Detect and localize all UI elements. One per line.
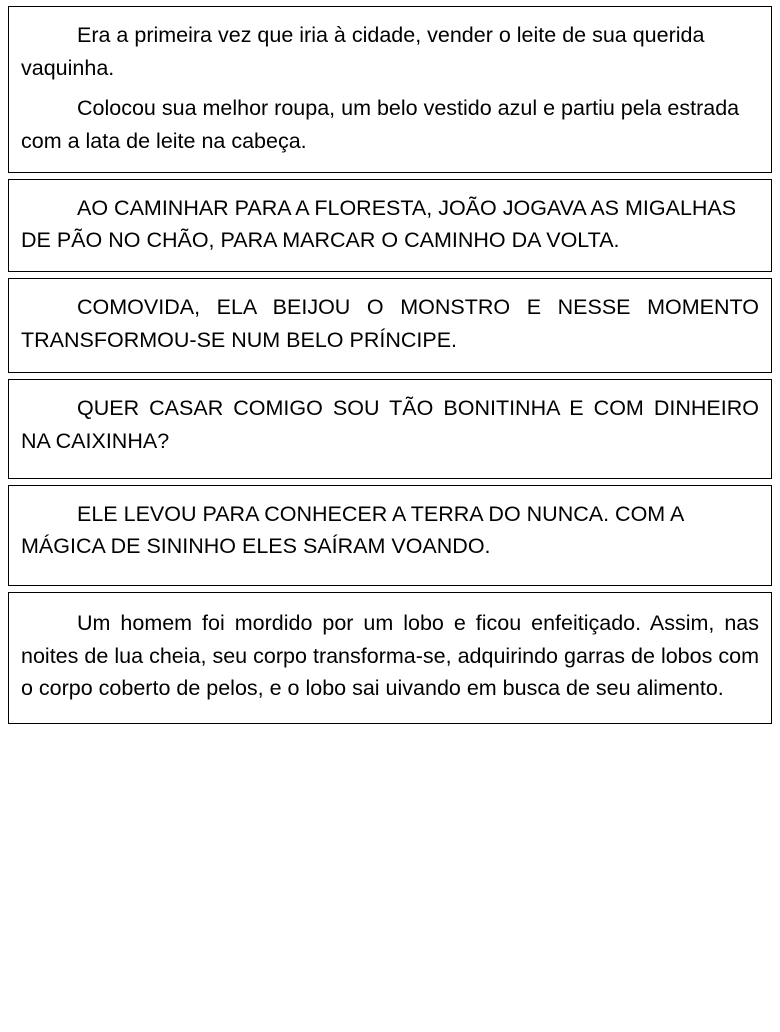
text-block-hansel bbox=[8, 179, 772, 272]
paragraph: QUER CASAR COMIGO SOU TÃO BONITINHA E COM DINHEIRO NA CAIXINHA? bbox=[21, 396, 759, 454]
text-block-marry-me bbox=[8, 379, 772, 478]
text-block-werewolf bbox=[8, 592, 772, 724]
paragraph: AO CAMINHAR PARA A FLORESTA, JOÃO JOGAVA AS MIGALHAS DE PÃO NO CHÃO, PARA MARCAR O CAMINHO DA VOLTA. bbox=[21, 195, 737, 253]
paragraph: ELE LEVOU PARA CONHECER A TERRA DO NUNCA. COM A MÁGICA DE SININHO ELES SAÍRAM VOANDO. bbox=[21, 501, 684, 559]
paragraph: Colocou sua melhor roupa, um belo vestido azul e partiu pela estrada com a lata de leite na cabeça. bbox=[21, 96, 740, 154]
text-block-milkmaid bbox=[8, 6, 772, 173]
text-block-neverland bbox=[8, 485, 772, 586]
paragraph: Um homem foi mordido por um lobo e ficou enfeitiçado. Assim, nas noites de lua cheia, seu corpo transforma-se, adquirindo garras de lobos com o corpo coberto de pelos, e o lobo sai uivando em busca de seu alimento. bbox=[21, 611, 759, 701]
paragraph: Era a primeira vez que iria à cidade, vender o leite de sua querida vaquinha. bbox=[21, 23, 705, 80]
paragraph: COMOVIDA, ELA BEIJOU O MONSTRO E NESSE MOMENTO TRANSFORMOU-SE NUM BELO PRÍNCIPE. bbox=[21, 295, 759, 352]
text-block-beauty-beast bbox=[8, 278, 772, 373]
